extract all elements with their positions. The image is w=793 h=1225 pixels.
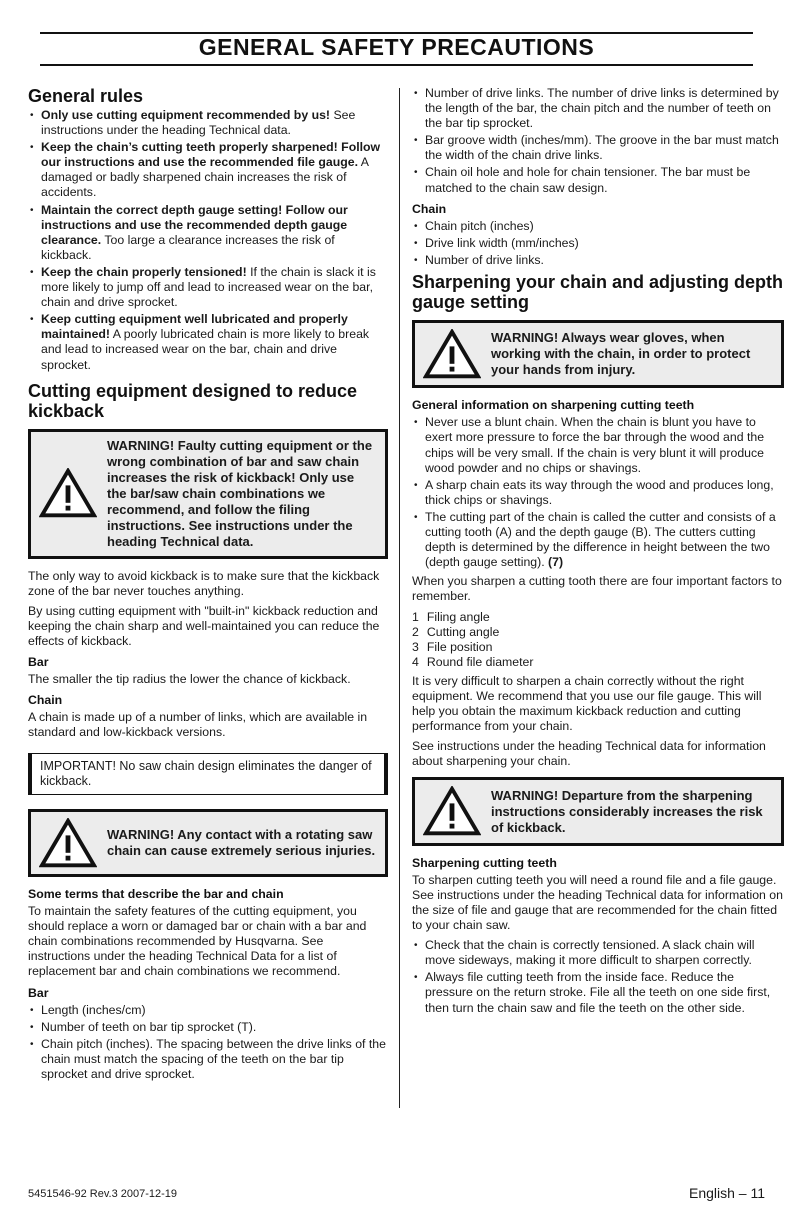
warning-triangle-icon bbox=[39, 818, 97, 868]
list-item: • Chain oil hole and hole for chain tensioner. The bar must be matched to the chain saw design. bbox=[412, 165, 784, 195]
list-item: • A sharp chain eats its way through the wood and produces long, thick chips or shavings. bbox=[412, 478, 784, 508]
left-column bbox=[28, 86, 388, 1086]
list-item: • Chain pitch (inches). The spacing between the drive links of the chain must match the spacing of the teeth on the bar tip sprocket and drive sprocket. bbox=[28, 1037, 388, 1082]
paragraph: A chain is made up of a number of links, which are available in standard and low-kickback versions. bbox=[28, 710, 368, 740]
header-rule-bottom bbox=[40, 64, 753, 66]
figure-reference: (7) bbox=[544, 555, 564, 570]
list-item: • Keep the chain’s cutting teeth properly sharpened! Follow our instructions and use the recommended file gauge. A damaged or badly sharpened chain increases the risk of accidents. bbox=[28, 140, 388, 200]
general-info-heading: General information on sharpening cutting teeth bbox=[412, 398, 695, 413]
list-item: • Never use a blunt chain. When the chain is blunt you have to exert more pressure to force the bar through the wood and the chips will be very small. If the chain is very blunt it will produce wood powder and no chips or shavings. bbox=[412, 415, 784, 475]
sharpening-heading: Sharpening your chain and adjusting depth gauge setting bbox=[412, 272, 784, 313]
warning-box-gloves bbox=[412, 320, 784, 388]
list-item: • Chain pitch (inches) bbox=[412, 219, 784, 234]
warning-box-faulty-equipment bbox=[28, 429, 388, 559]
bar-terms-list-continued bbox=[412, 86, 784, 196]
terms-heading: Some terms that describe the bar and chain bbox=[28, 886, 284, 901]
paragraph: The smaller the tip radius the lower the chance of kickback. bbox=[28, 672, 351, 687]
list-item: • Number of drive links. The number of drive links is determined by the length of the bar, the chain pitch and the number of teeth on the bar tip sprocket. bbox=[412, 86, 784, 131]
warning-box-departure bbox=[412, 777, 784, 845]
column-divider bbox=[399, 88, 400, 1108]
warning-triangle-icon bbox=[423, 329, 481, 379]
warning-text: WARNING! Any contact with a rotating saw chain can cause extremely serious injuries. bbox=[107, 826, 376, 858]
list-item: 2 Cutting angle bbox=[412, 624, 500, 639]
cutting-equipment-heading: Cutting equipment designed to reduce kickback bbox=[28, 380, 358, 421]
sharpening-teeth-heading: Sharpening cutting teeth bbox=[412, 855, 557, 870]
document-id: 5451546-92 Rev.3 2007-12-19 bbox=[28, 1188, 178, 1200]
list-item: • Maintain the correct depth gauge setting! Follow our instructions and use the recommended depth gauge clearance. Too large a clearance increases the risk of kickback. bbox=[28, 203, 388, 263]
warning-triangle-icon bbox=[39, 468, 97, 518]
chain-terms-list bbox=[412, 219, 784, 268]
paragraph: It is very difficult to sharpen a chain correctly without the right equipment. We recommend that you use our file gauge. This will help you obtain the maximum kickback reduction and cutting performance from your chain. bbox=[412, 673, 762, 734]
paragraph: The only way to avoid kickback is to make sure that the kickback zone of the bar never touches anything. bbox=[28, 568, 380, 598]
paragraph: To sharpen cutting teeth you will need a round file and a file gauge. See instructions under the heading Technical data for information on the size of file and gauge that are recommended for the chain fitted to your chain saw. bbox=[412, 872, 783, 933]
chain-heading: Chain bbox=[412, 201, 447, 216]
list-item: 4 Round file diameter bbox=[412, 654, 534, 669]
paragraph: To maintain the safety features of the cutting equipment, you should replace a worn or damaged bar or chain with a bar and chain combinations recommended by Husqvarna. See instructions under the heading Technical Data for a list of replacement bar and chain combinations we recommend. bbox=[28, 904, 367, 979]
list-item: • Keep the chain properly tensioned! If the chain is slack it is more likely to jump off and lead to increased wear on the bar, chain and drive sprocket. bbox=[28, 265, 388, 310]
bar-terms-list bbox=[28, 1003, 388, 1082]
general-rules-heading: General rules bbox=[28, 86, 144, 106]
list-item: • Drive link width (mm/inches) bbox=[412, 236, 784, 251]
warning-text: WARNING! Always wear gloves, when working with the chain, in order to protect your hands from injury. bbox=[491, 330, 751, 378]
page-title: GENERAL SAFETY PRECAUTIONS bbox=[198, 34, 595, 60]
list-item: • Number of teeth on bar tip sprocket (T). bbox=[28, 1020, 388, 1035]
list-item: • Always file cutting teeth from the inside face. Reduce the pressure on the return stroke. File all the teeth on one side first, then turn the chain saw and file the teeth on the other side. bbox=[412, 970, 784, 1015]
paragraph: See instructions under the heading Technical data for information about sharpening your chain. bbox=[412, 739, 766, 769]
list-item: 1 Filing angle bbox=[412, 609, 490, 624]
general-rules-list bbox=[28, 108, 388, 373]
list-item: • Number of drive links. bbox=[412, 253, 784, 268]
list-item: • Length (inches/cm) bbox=[28, 1003, 388, 1018]
bar-heading: Bar bbox=[28, 655, 49, 670]
important-notice: IMPORTANT! No saw chain design eliminates the danger of kickback. bbox=[28, 753, 388, 795]
list-item: • Keep cutting equipment well lubricated and properly maintained! A poorly lubricated chain is more likely to break and lead to increased wear on the bar, chain and drive sprocket. bbox=[28, 312, 388, 372]
warning-triangle-icon bbox=[423, 786, 481, 836]
list-item: • Check that the chain is correctly tensioned. A slack chain will move sideways, making it more difficult to sharpen correctly. bbox=[412, 938, 784, 968]
warning-text: WARNING! Faulty cutting equipment or the wrong combination of bar and saw chain increases the risk of kickback! Only use the bar/saw chain combinations we recommend, and follow the filing instructions. See instructions under the heading Technical data. bbox=[107, 437, 373, 549]
list-item: • The cutting part of the chain is called the cutter and consists of a cutting tooth (A) and the depth gauge (B). The cutters cutting depth is determined by the difference in height between the two (depth gauge setting). (7) bbox=[412, 510, 784, 570]
bar-heading: Bar bbox=[28, 985, 49, 1000]
warning-box-rotating-chain bbox=[28, 809, 388, 877]
chain-heading: Chain bbox=[28, 693, 63, 708]
factors-list bbox=[412, 610, 784, 670]
page-number: English – 11 bbox=[688, 1185, 765, 1201]
right-column bbox=[412, 86, 784, 1020]
sharpening-teeth-list bbox=[412, 938, 784, 1015]
general-info-list bbox=[412, 415, 784, 570]
warning-text: WARNING! Departure from the sharpening instructions considerably increases the risk of kickback. bbox=[491, 787, 763, 835]
paragraph: When you sharpen a cutting tooth there are four important factors to remember. bbox=[412, 574, 782, 604]
list-item: • Only use cutting equipment recommended by us! See instructions under the heading Technical data. bbox=[28, 108, 388, 138]
list-item: 3 File position bbox=[412, 639, 493, 654]
list-item: • Bar groove width (inches/mm). The groove in the bar must match the width of the chain drive links. bbox=[412, 133, 784, 163]
paragraph: By using cutting equipment with "built-in" kickback reduction and keeping the chain sharp and well-maintained you can reduce the effects of kickback. bbox=[28, 603, 380, 648]
